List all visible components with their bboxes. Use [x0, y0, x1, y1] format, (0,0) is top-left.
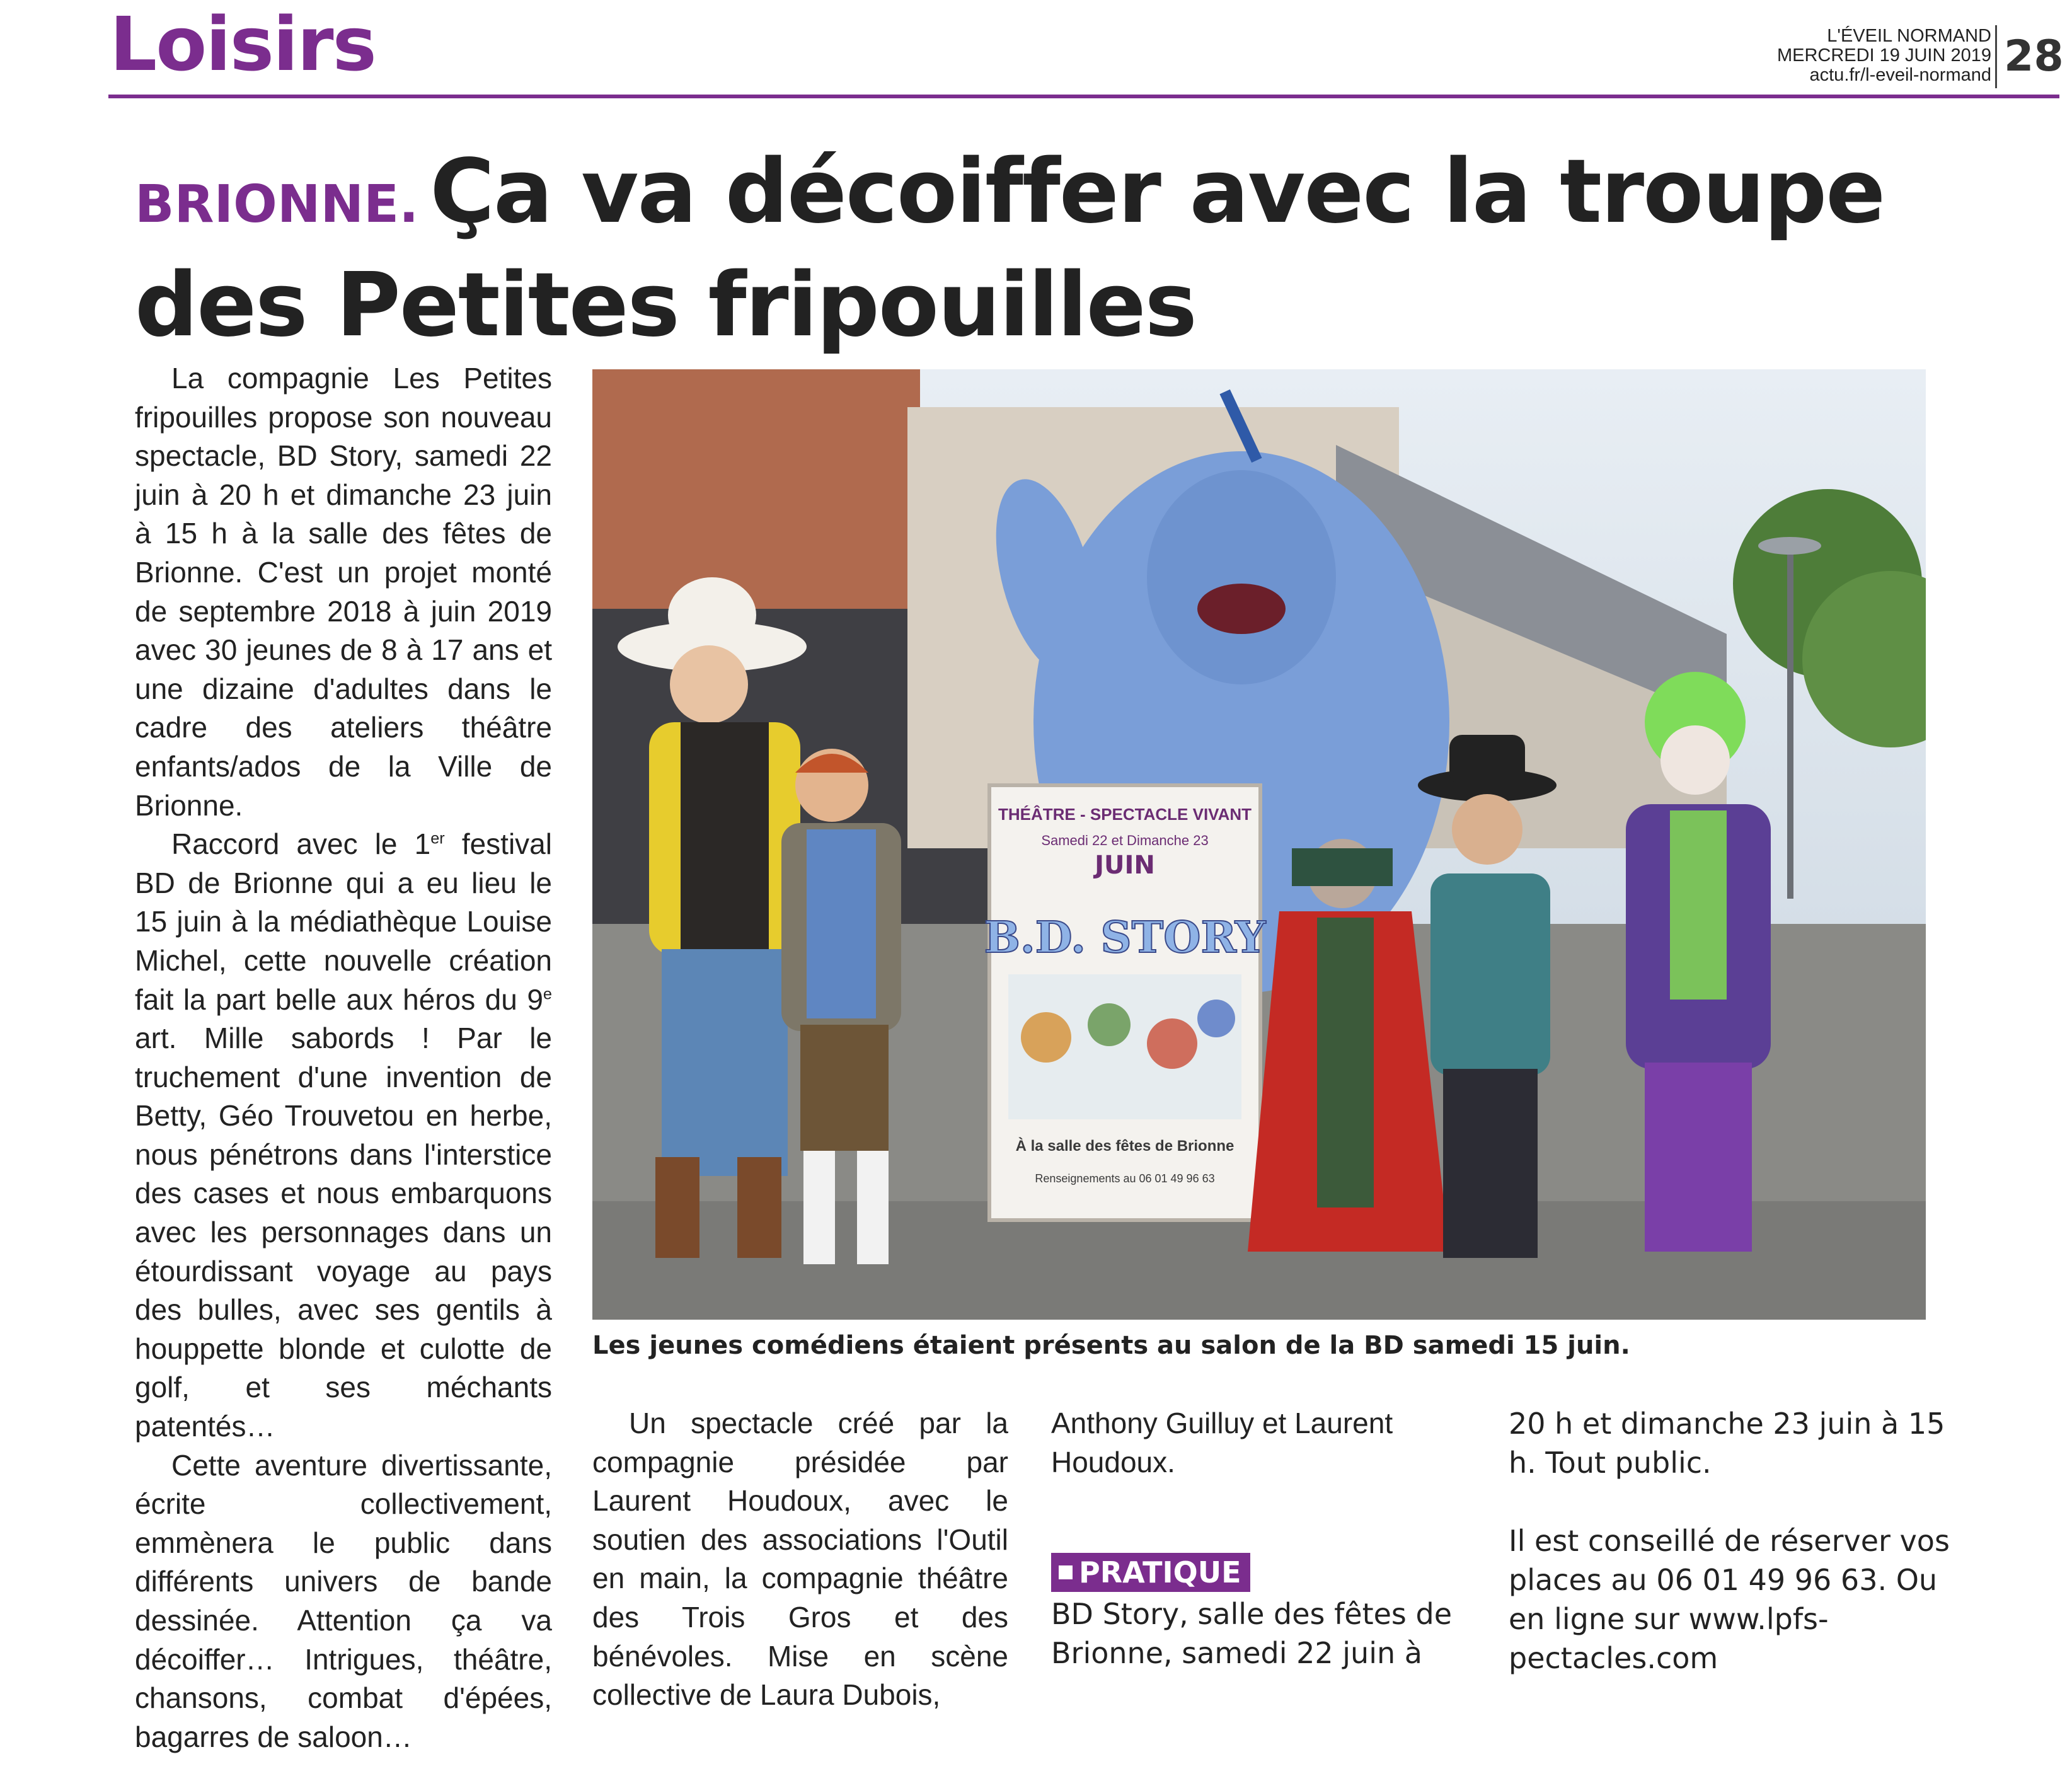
pratique-label: PRATIQUE [1079, 1555, 1241, 1589]
section-title: Loisirs [110, 1, 376, 88]
poster-month: JUIN [1095, 851, 1155, 880]
poster-title: THÉÂTRE - SPECTACLE VIVANT [998, 805, 1252, 824]
paragraph-intro: La compagnie Les Petites fripouilles propose son nouveau spectacle, BD Story, samedi 22 juin à 20 h et dimanche 23 juin à 15 h à la salle des fêtes de Brionne. C'est un projet monté de septembre 2018 à juin 2019 avec 30 jeunes de 8 à 17 ans et une dizaine d'adultes dans le cadre des ateliers théâtre enfants/ados de la Ville de Brionne. [135, 362, 552, 822]
article-headline [135, 142, 1899, 356]
photo-illustration [592, 369, 1926, 1320]
poster-dates: Samedi 22 et Dimanche 23 [1041, 833, 1209, 848]
paragraph-festival [135, 825, 552, 1446]
superscript: er [430, 829, 445, 848]
article-column-4 [1509, 1404, 1950, 1678]
pratique-text-1: BD Story, salle des fêtes de Brionne, samedi 22 juin à [1051, 1597, 1453, 1670]
publication-name: L'ÉVEIL NORMAND [1827, 26, 1991, 46]
pratique-text-2: 20 h et dimanche 23 juin à 15 h. Tout public. [1509, 1407, 1945, 1480]
headline-line-1: Ça va décoiffer avec la troupe [430, 141, 1885, 243]
poster-phone: Renseignements au 06 01 49 96 63 [1035, 1172, 1215, 1185]
page-number-divider [1995, 25, 1997, 88]
square-bullet-icon [1059, 1565, 1073, 1579]
pratique-badge [1051, 1553, 1250, 1592]
article-column-1 [135, 359, 552, 1756]
text-run: art. Mille sabords ! Par le truchement d'une invention de Betty, Géo Trouvetou en herbe, nous pénétrons dans l'interstice des cases et nous embarquons avec les personnages dans un étourdissant voyage au pays des bulles, avec ses gentils à houppette blonde et culotte de golf, et ses méchants patentés… [135, 1022, 552, 1443]
article-photo [592, 369, 1926, 1320]
superscript: e [543, 985, 552, 1003]
paragraph-credits: Un spectacle créé par la compagnie présidée par Laurent Houdoux, avec le soutien des associations l'Outil en main, la compagnie théâtre des Trois Gros et des bénévoles. Mise en scène collective de Laura Dubois, [592, 1407, 1008, 1712]
issue-date: MERCREDI 19 JUIN 2019 [1776, 45, 1991, 66]
photo-caption: Les jeunes comédiens étaient présents au salon de la BD samedi 15 juin. [592, 1331, 1630, 1360]
masthead [1777, 26, 1991, 85]
text-run: Raccord avec le 1 [171, 827, 431, 861]
pratique-text-3: Il est conseillé de réserver vos places au 06 01 49 96 63. Ou en ligne sur www.lpfs-pectacles.com [1509, 1524, 1950, 1675]
poster-show-title: B.D. STORY [984, 913, 1266, 963]
website-link[interactable]: actu.fr/l-eveil-normand [1809, 65, 1991, 85]
section-rule [108, 95, 2059, 98]
poster-venue: À la salle des fêtes de Brionne [1015, 1138, 1235, 1155]
article-column-2 [592, 1404, 1008, 1715]
pratique-continued [1509, 1404, 1950, 1678]
headline-kicker: BRIONNE. [135, 175, 419, 234]
paragraph-adventure: Cette aventure divertissante, écrite collectivement, emmènera le public dans différents univers de bande dessinée. Attention ça va décoiffer… Intrigues, théâtre, chansons, combat d'épées, bagarres de saloon… [135, 1448, 552, 1753]
text-run: festival BD de Brionne qui a eu lieu le 15 juin à la médiathèque Louise Michel, cette nouvelle création fait la part belle aux héros du 9 [135, 827, 552, 1016]
headline-line-2: des Petites fripouilles [135, 254, 1196, 357]
page-number: 28 [2004, 32, 2064, 81]
pratique-box [1051, 1594, 1480, 1673]
paragraph-credits-continued: Anthony Guilluy et Laurent Houdoux. [1051, 1407, 1393, 1478]
